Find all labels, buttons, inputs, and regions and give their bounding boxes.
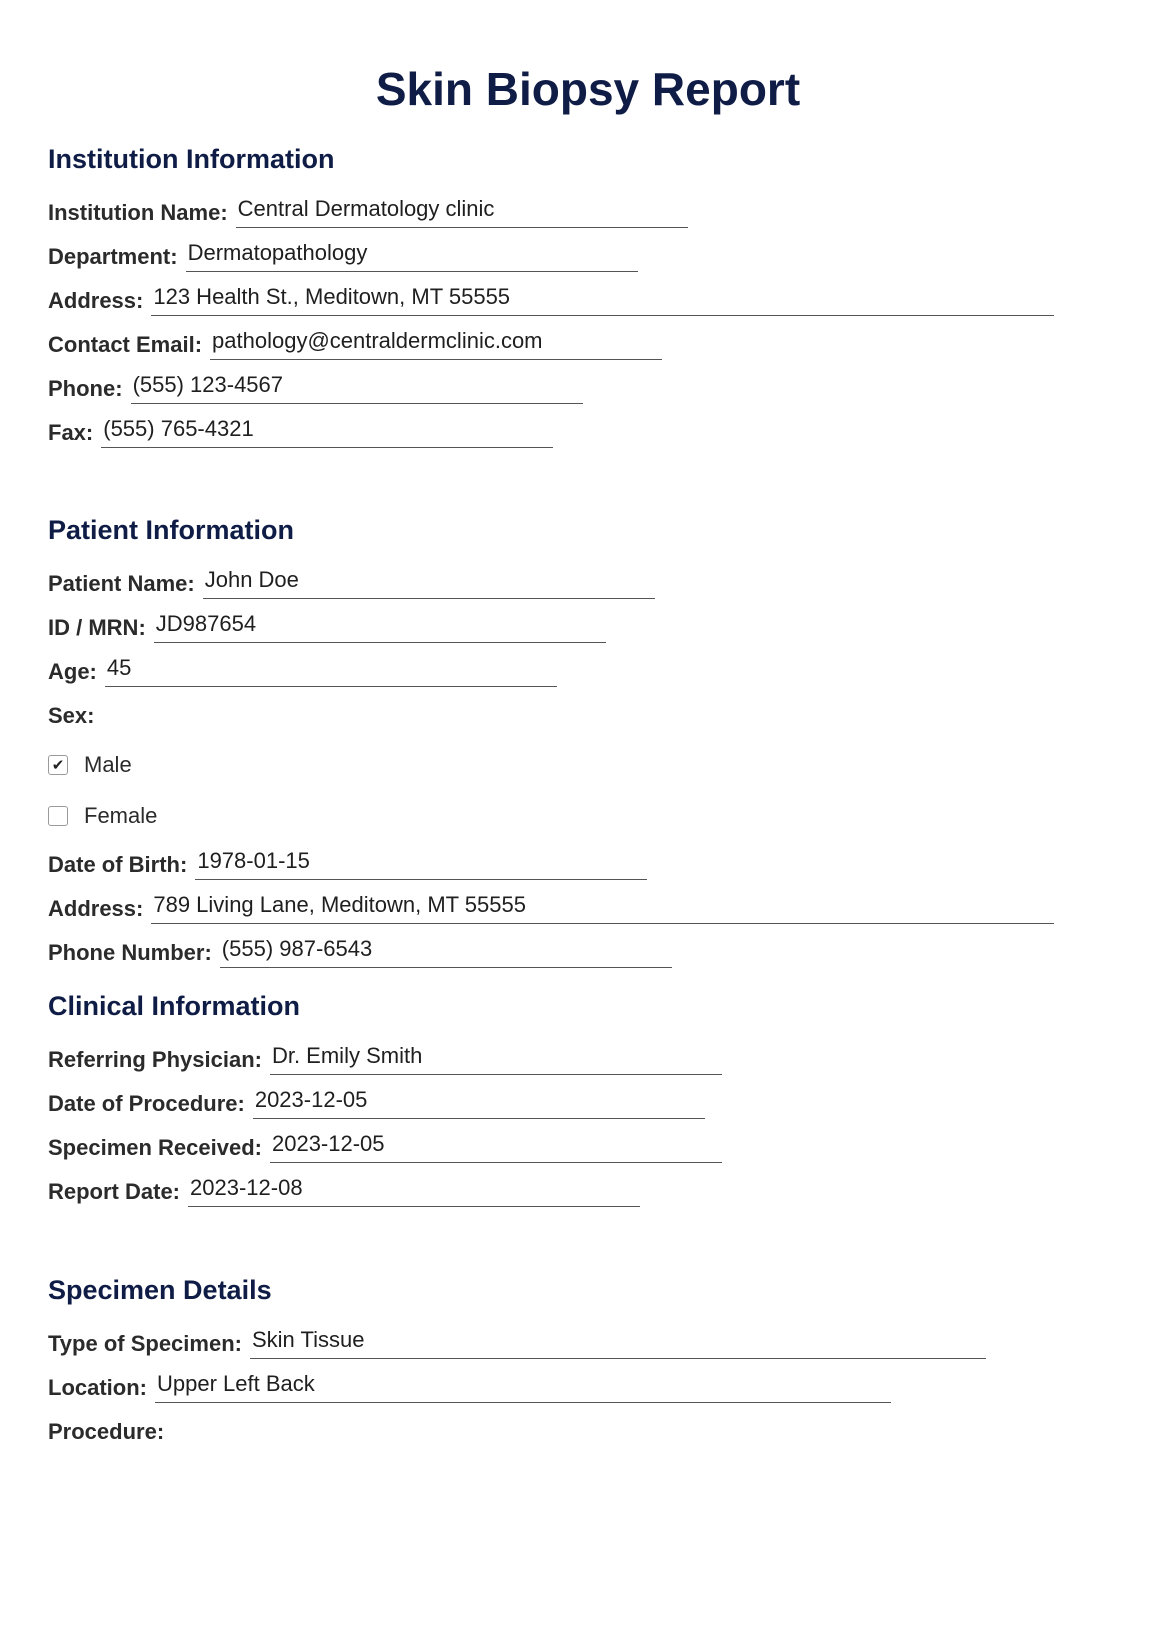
specimen-received-value: 2023-12-05 bbox=[271, 1131, 385, 1156]
department-label: Department: bbox=[48, 244, 178, 269]
patient-sex-label: Sex: bbox=[48, 703, 95, 728]
male-checkbox[interactable] bbox=[48, 755, 68, 775]
patient-sex-field bbox=[48, 697, 94, 731]
institution-address-value: 123 Health St., Meditown, MT 55555 bbox=[153, 284, 511, 309]
patient-dob-field bbox=[48, 846, 647, 880]
fax-value: (555) 765-4321 bbox=[103, 416, 254, 441]
department-value: Dermatopathology bbox=[187, 240, 368, 265]
specimen-received-input[interactable] bbox=[270, 1132, 722, 1163]
report-date-label: Report Date: bbox=[48, 1179, 181, 1204]
procedure-date-value: 2023-12-05 bbox=[254, 1087, 368, 1112]
specimen-received-label: Specimen Received: bbox=[48, 1135, 262, 1160]
patient-age-value: 45 bbox=[106, 655, 132, 680]
institution-name-input[interactable] bbox=[236, 197, 688, 228]
referring-physician-field bbox=[48, 1041, 722, 1075]
institution-phone-value: (555) 123-4567 bbox=[132, 372, 284, 397]
patient-address-label: Address: bbox=[48, 896, 144, 921]
patient-id-value: JD987654 bbox=[155, 611, 257, 636]
specimen-received-field bbox=[48, 1129, 722, 1163]
institution-address-input[interactable] bbox=[151, 285, 1054, 316]
patient-phone-field bbox=[48, 934, 672, 968]
department-input[interactable] bbox=[186, 241, 638, 272]
patient-name-field bbox=[48, 565, 655, 599]
procedure-date-field bbox=[48, 1085, 705, 1119]
sex-option-female[interactable] bbox=[48, 803, 157, 829]
institution-name-value: Central Dermatology clinic bbox=[237, 196, 495, 221]
institution-phone-field bbox=[48, 370, 583, 404]
patient-name-label: Patient Name: bbox=[48, 571, 195, 596]
patient-age-field bbox=[48, 653, 557, 687]
referring-physician-value: Dr. Emily Smith bbox=[271, 1043, 423, 1068]
patient-address-field bbox=[48, 890, 1054, 924]
institution-phone-label: Phone: bbox=[48, 376, 123, 401]
specimen-procedure-field bbox=[48, 1413, 164, 1447]
specimen-type-label: Type of Specimen: bbox=[48, 1331, 242, 1356]
sex-option-male[interactable] bbox=[48, 752, 132, 778]
checkmark-icon: ✔ bbox=[51, 756, 65, 774]
contact-email-value: pathology@centraldermclinic.com bbox=[212, 328, 543, 353]
report-date-input[interactable] bbox=[188, 1176, 640, 1207]
patient-age-label: Age: bbox=[48, 659, 97, 684]
procedure-date-label: Date of Procedure: bbox=[48, 1091, 245, 1116]
patient-name-input[interactable] bbox=[203, 568, 655, 599]
fax-input[interactable] bbox=[101, 417, 553, 448]
patient-phone-input[interactable] bbox=[220, 937, 672, 968]
specimen-procedure-label: Procedure: bbox=[48, 1419, 165, 1444]
specimen-heading: Specimen Details bbox=[48, 1275, 272, 1305]
institution-address-label: Address: bbox=[48, 288, 144, 313]
specimen-location-label: Location: bbox=[48, 1375, 147, 1400]
contact-email-field bbox=[48, 326, 662, 360]
report-date-value: 2023-12-08 bbox=[190, 1175, 303, 1200]
patient-id-label: ID / MRN: bbox=[48, 615, 146, 640]
institution-heading: Institution Information bbox=[48, 144, 335, 174]
procedure-date-input[interactable] bbox=[253, 1088, 705, 1119]
institution-address-field bbox=[48, 282, 1054, 316]
institution-name-label: Institution Name: bbox=[48, 200, 228, 225]
specimen-type-field bbox=[48, 1325, 986, 1359]
female-checkbox[interactable] bbox=[48, 806, 68, 826]
specimen-type-input[interactable] bbox=[250, 1328, 986, 1359]
patient-dob-input[interactable] bbox=[195, 849, 647, 880]
patient-heading: Patient Information bbox=[48, 515, 295, 545]
patient-phone-label: Phone Number: bbox=[48, 940, 212, 965]
patient-dob-label: Date of Birth: bbox=[48, 852, 188, 877]
report-date-field bbox=[48, 1173, 640, 1207]
patient-id-field bbox=[48, 609, 606, 643]
specimen-location-input[interactable] bbox=[155, 1372, 891, 1403]
patient-age-input[interactable] bbox=[105, 656, 557, 687]
patient-dob-value: 1978-01-15 bbox=[197, 848, 310, 873]
page-title: Skin Biopsy Report bbox=[375, 63, 801, 115]
fax-field bbox=[48, 414, 553, 448]
specimen-location-value: Upper Left Back bbox=[157, 1371, 315, 1396]
contact-email-label: Contact Email: bbox=[48, 332, 203, 357]
institution-name-field bbox=[48, 194, 688, 228]
patient-name-value: John Doe bbox=[204, 567, 299, 592]
institution-phone-input[interactable] bbox=[131, 373, 583, 404]
fax-label: Fax: bbox=[48, 420, 94, 445]
specimen-location-field bbox=[48, 1369, 891, 1403]
specimen-type-value: Skin Tissue bbox=[251, 1327, 365, 1352]
patient-address-input[interactable] bbox=[151, 893, 1054, 924]
male-option-label: Male bbox=[84, 752, 132, 777]
patient-phone-value: (555) 987-6543 bbox=[221, 936, 373, 961]
referring-physician-label: Referring Physician: bbox=[48, 1047, 262, 1072]
contact-email-input[interactable] bbox=[210, 329, 662, 360]
referring-physician-input[interactable] bbox=[270, 1044, 722, 1075]
patient-address-value: 789 Living Lane, Meditown, MT 55555 bbox=[153, 892, 526, 917]
female-option-label: Female bbox=[84, 803, 158, 828]
department-field bbox=[48, 238, 638, 272]
clinical-heading: Clinical Information bbox=[48, 991, 301, 1021]
patient-id-input[interactable] bbox=[154, 612, 606, 643]
